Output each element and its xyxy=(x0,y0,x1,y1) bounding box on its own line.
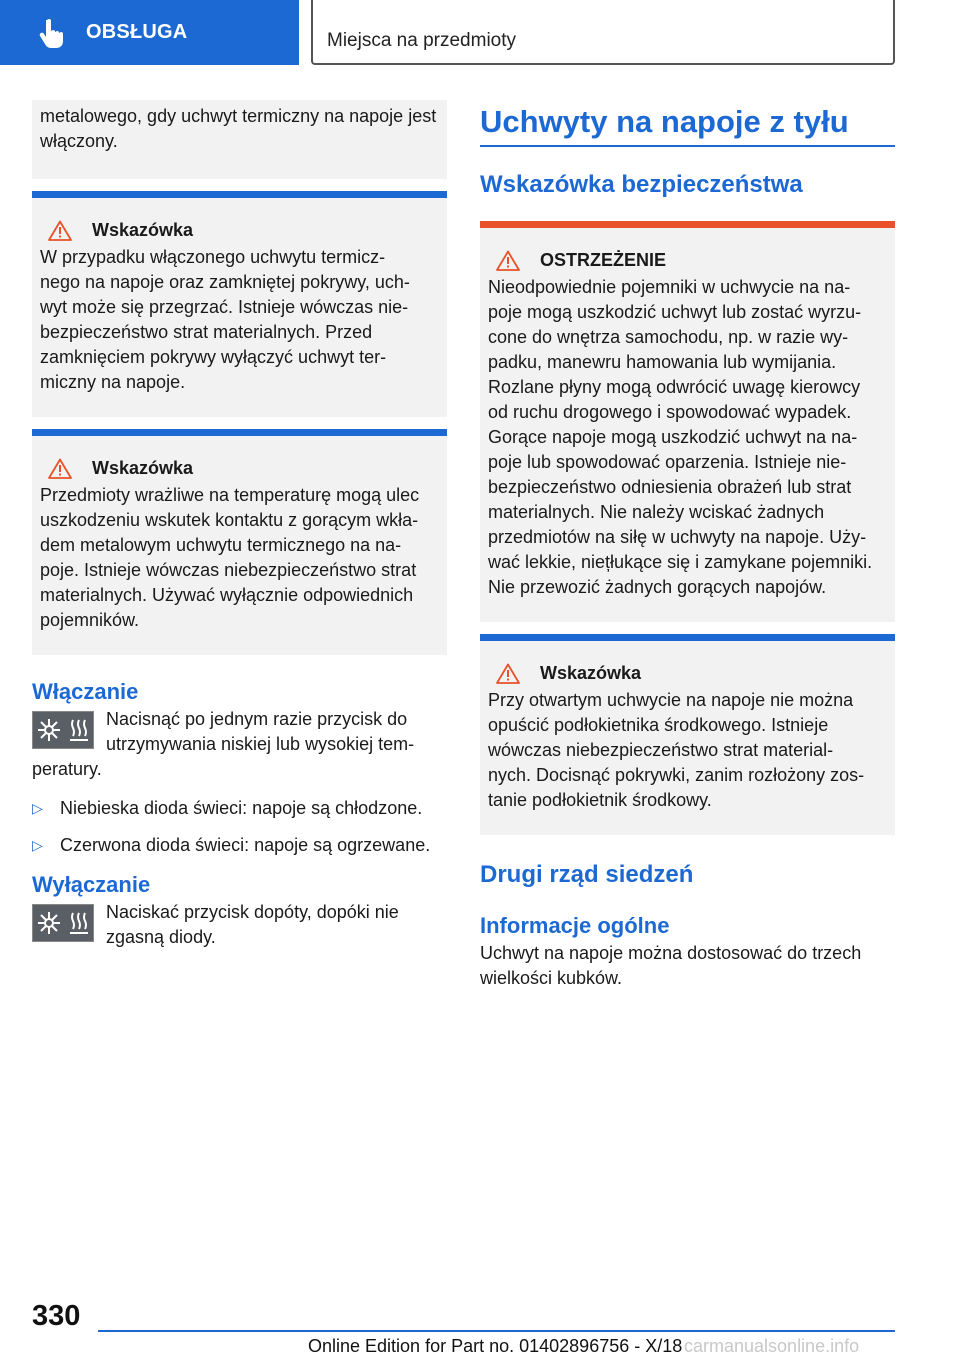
note-line: Przy otwartym uchwycie na napoje nie można xyxy=(488,690,854,710)
note-armrest xyxy=(480,634,895,835)
note-header xyxy=(40,456,439,481)
snowflake-icon xyxy=(37,911,61,935)
note-header xyxy=(40,218,439,243)
warning-triangle-icon xyxy=(48,458,72,479)
note-title: Wskazówka xyxy=(92,458,194,478)
note-line: miczny na napoje. xyxy=(40,372,186,392)
switch-on-heading: Włączanie xyxy=(32,679,139,704)
note-line: poje. Istnieje wówczas niebezpieczeństwo strat xyxy=(40,560,417,580)
note-line: bezpieczeństwo strat materialnych. Przed xyxy=(40,322,373,342)
note-line: pojemników. xyxy=(40,610,140,630)
note-overheat xyxy=(32,191,447,417)
note-line: dem metalowym uchwytu termicznego na na- xyxy=(40,535,402,555)
list-item xyxy=(32,796,447,821)
cool-heat-button-icon xyxy=(32,711,94,749)
note-line: tanie podłokietnik środkowy. xyxy=(488,790,712,810)
bullet-triangle-icon: ▷ xyxy=(32,837,43,853)
breadcrumb-box xyxy=(311,0,895,65)
note-line: materialnych. Używać wyłącznie odpowiednich xyxy=(40,585,414,605)
note-line: W przypadku włączonego uchwytu termicz- xyxy=(40,247,386,267)
warning-triangle-icon xyxy=(496,250,520,271)
warning-header xyxy=(488,248,887,273)
watermark: carmanualsonline.info xyxy=(684,1336,860,1356)
warning-box xyxy=(480,221,895,622)
note-line: wówczas niebezpieczeństwo strat material- xyxy=(488,740,834,760)
list-item-text: Niebieska dioda świeci: napoje są chłodzone. xyxy=(60,798,423,818)
warning-line: od ruchu drogowego i spowodować wypadek. xyxy=(488,402,852,422)
note-title: Wskazówka xyxy=(540,663,642,683)
left-column xyxy=(32,100,447,950)
cool-heat-button-icon xyxy=(32,904,94,942)
general-info-text: Uchwyt na napoje można dostosować do trzech wielkości kubków. xyxy=(480,943,862,988)
warning-line: padku, manewru hamowania lub wymijania. xyxy=(488,352,837,372)
warning-line: bezpieczeństwo odniesienia obrażeń lub strat xyxy=(488,477,852,497)
continued-note xyxy=(32,100,447,179)
list-item xyxy=(32,833,447,858)
led-status-list xyxy=(32,796,447,858)
bullet-triangle-icon: ▷ xyxy=(32,800,43,816)
right-column xyxy=(480,100,895,991)
warning-title: OSTRZEŻENIE xyxy=(540,250,667,270)
note-sensitive-items xyxy=(32,429,447,655)
note-title: Wskazówka xyxy=(92,220,194,240)
note-line: nego na napoje oraz zamkniętej pokrywy, uch- xyxy=(40,272,410,292)
warning-line: poje lub spowodować oparzenia. Istnieje nie- xyxy=(488,452,847,472)
note-line: Przedmioty wrażliwe na temperaturę mogą ulec xyxy=(40,485,420,505)
warning-line: materialnych. Nie należy wciskać żadnych xyxy=(488,502,825,522)
note-line: zamknięciem pokrywy wyłączyć uchwyt ter- xyxy=(40,347,387,367)
section-title: Uchwyty na napoje z tyłu xyxy=(480,100,895,147)
warning-line: Gorące napoje mogą uszkodzić uchwyt na na- xyxy=(488,427,858,447)
warning-triangle-icon xyxy=(48,220,72,241)
footer-divider xyxy=(98,1330,895,1332)
second-row-heading: Drugi rząd siedzeń xyxy=(480,861,694,888)
switch-off-text: Naciskać przycisk dopóty, dopóki nie zgasną diody. xyxy=(106,902,399,947)
note-line: opuścić podłokietnika środkowego. Istnieje xyxy=(488,715,829,735)
switch-off-heading: Wyłączanie xyxy=(32,872,151,897)
note-line: uszkodzeniu wskutek kontaktu z gorącym wkła- xyxy=(40,510,419,530)
warning-line: Rozlane płyny mogą odwrócić uwagę kierowcy xyxy=(488,377,861,397)
hand-pointer-icon xyxy=(38,18,64,48)
page-number: 330 xyxy=(32,1300,81,1332)
safety-heading: Wskazówka bezpieczeństwa xyxy=(480,171,803,198)
list-item-text: Czerwona dioda świeci: napoje są ogrzewane. xyxy=(60,835,431,855)
heat-waves-icon xyxy=(69,911,89,935)
note-line: nych. Docisnąć pokrywki, zanim rozłożony zos- xyxy=(488,765,865,785)
breadcrumb: Miejsca na przedmioty xyxy=(327,30,517,51)
note-header xyxy=(488,661,887,686)
warning-line: przedmiotów na siłę w uchwyty na napoje. Uży- xyxy=(488,527,867,547)
snowflake-icon xyxy=(37,718,61,742)
switch-on-text: Nacisnąć po jednym razie przycisk do utrzymywania niskiej lub wysokiej tem-peratury. xyxy=(32,709,415,779)
chapter-title: OBSŁUGA xyxy=(86,21,188,43)
switch-on-paragraph xyxy=(32,707,447,782)
edition-text: Online Edition for Part no. 01402896756 - X/18 xyxy=(308,1336,683,1356)
note-line: wyt może się przegrzać. Istnieje wówczas nie- xyxy=(40,297,409,317)
warning-line: poje mogą uszkodzić uchwyt lub zostać wyrzu- xyxy=(488,302,862,322)
general-info-heading: Informacje ogólne xyxy=(480,913,670,938)
continued-note-text: metalowego, gdy uchwyt termiczny na napoje jest włączony. xyxy=(40,106,437,151)
chapter-tab xyxy=(0,0,299,65)
warning-line: cone do wnętrza samochodu, np. w razie wy- xyxy=(488,327,849,347)
heat-waves-icon xyxy=(69,718,89,742)
switch-off-paragraph xyxy=(32,900,447,950)
warning-line: Nieodpowiednie pojemniki w uchwycie na na- xyxy=(488,277,851,297)
warning-line: wać lekkie, niețłukące się i zamykane pojemniki. xyxy=(488,552,873,572)
warning-triangle-icon xyxy=(496,663,520,684)
warning-line: Nie przewozić żadnych gorących napojów. xyxy=(488,577,827,597)
